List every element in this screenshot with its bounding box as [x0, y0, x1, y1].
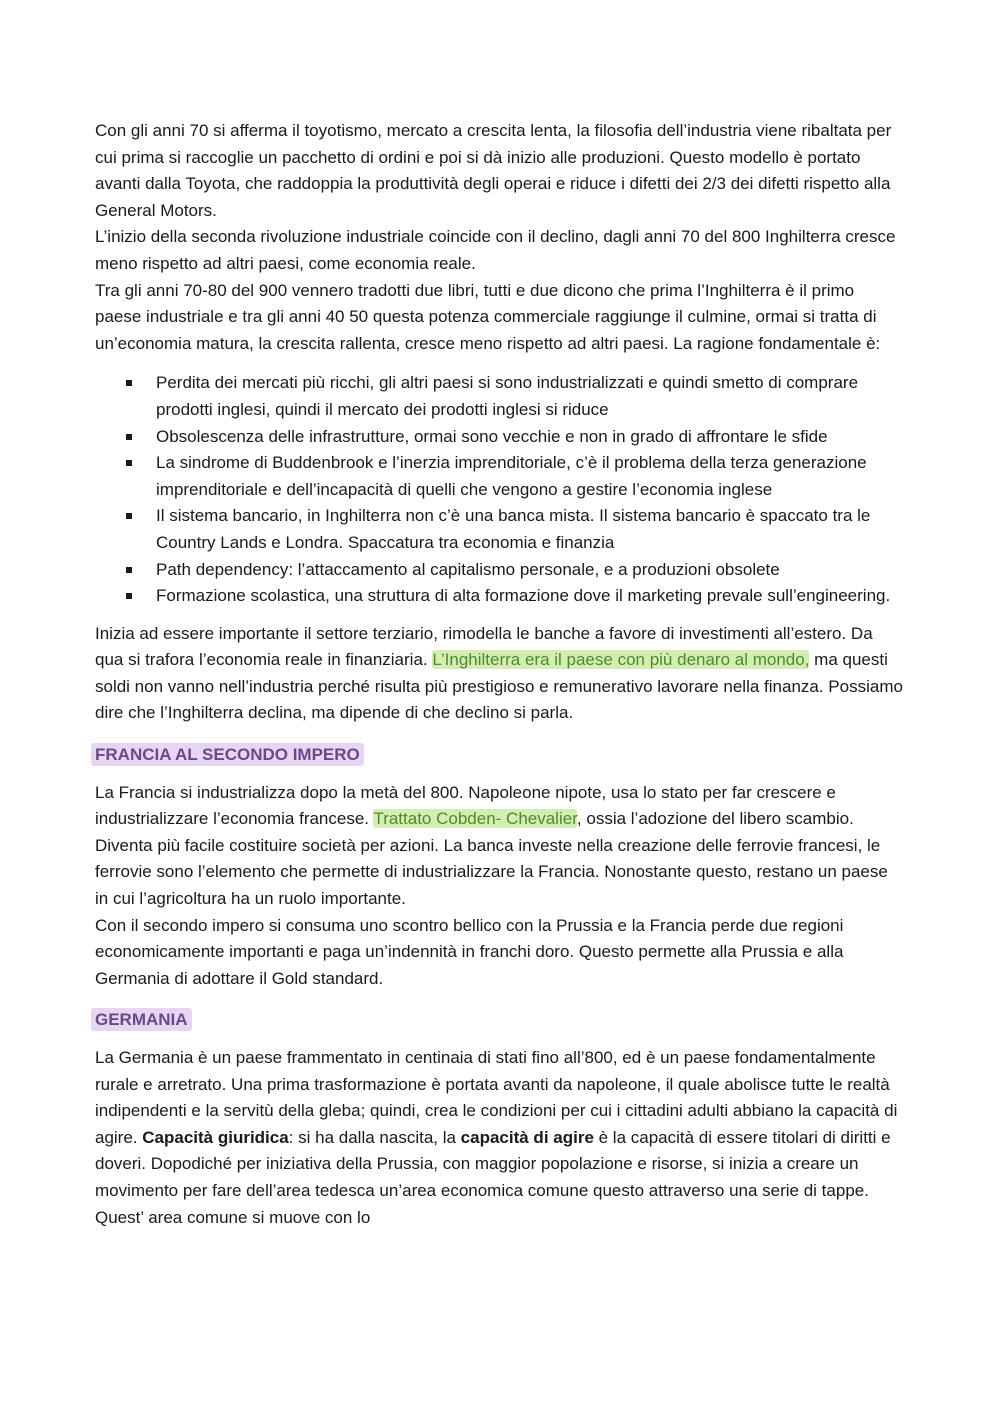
paragraph-terziario: [95, 621, 905, 727]
paragraph-declino: L’inizio della seconda rivoluzione industriale coincide con il declino, dagli anni 70 del 800 Inghilterra cresce meno rispetto ad altri paesi, come economia reale.: [95, 227, 896, 273]
paragraph-francia-1: [95, 780, 905, 913]
list-item: La sindrome di Buddenbrook e l’inerzia imprenditoriale, c’è il problema della terza generazione imprenditoriale e dell’incapacità di quelli che vengono a gestire l’economia inglese: [95, 450, 905, 503]
document-body: [95, 118, 905, 1231]
paragraph-francia-2: Con il secondo impero si consuma uno scontro bellico con la Prussia e la Francia perde due regioni economicamente importanti e paga un’indennità in franchi doro. Questo permette alla Prussia e alla Germania di adottare il Gold standard.: [95, 915, 844, 988]
text-run: ma questi soldi non vanno nell’industria perché risulta più prestigioso e remunerativo lavorare nella finanza. Possiamo dire che l’Inghilterra declina, ma dipende di che declino si parla.: [95, 650, 903, 723]
bold-term: capacità di agire: [460, 1127, 594, 1147]
paragraph-libri: Tra gli anni 70-80 del 900 vennero tradotti due libri, tutti e due dicono che prima l’Inghilterra è il primo paese industriale e tra gli anni 40 50 questa potenza commerciale raggiunge il culmine, ormai si tratta di un’economia matura, la crescita rallenta, cresce meno rispetto ad altri paesi. La ragione fondamentale è:: [95, 280, 881, 353]
list-item: Obsolescenza delle infrastrutture, ormai sono vecchie e non in grado di affrontare le sfide: [95, 424, 905, 451]
text-run: è la capacità di essere titolari di diritti e doveri. Dopodiché per iniziativa della Prussia, con maggior popolazione e risorse, si inizia a creare un movimento per fare dell’area tedesca un’area economica comune questo attraverso una serie di tappe. Quest’ area comune si muove con lo: [95, 1127, 891, 1227]
text-run: : si ha dalla nascita, la: [288, 1127, 461, 1147]
text-run: Inizia ad essere importante il settore terziario, rimodella le banche a favore di investimenti all’estero. Da qua si trafora l’economia reale in finanziaria.: [95, 623, 873, 670]
bold-term: Capacità giuridica: [142, 1127, 289, 1147]
text-run: , ossia l’adozione del libero scambio. Diventa più facile costituire società per azioni. La banca investe nella creazione delle ferrovie francesi, le ferrovie sono l’elemento che permette di industrializzare la Francia. Nonostante questo, restano un paese in cui l’agricoltura ha un ruolo importante.: [95, 809, 888, 909]
text-run: La Germania è un paese frammentato in centinaia di stati fino all’800, ed è un paese fondamentalmente rurale e arretrato. Una prima trasformazione è portata avanti da napoleone, il quale abolisce tutte le realtà indipendenti e la servitù della gleba; quindi, crea le condizioni per cui i cittadini adulti abbiano la capacità di agire.: [95, 1048, 898, 1147]
heading-highlight: FRANCIA AL SECONDO IMPERO: [91, 743, 364, 766]
list-item: Path dependency: l’attaccamento al capitalismo personale, e a produzioni obsolete: [95, 557, 905, 584]
section-heading-germania: [95, 1007, 905, 1034]
heading-highlight: GERMANIA: [91, 1008, 192, 1031]
highlighted-text: L’Inghilterra era il paese con più denaro al mondo,: [432, 650, 810, 670]
highlighted-text: Trattato Cobden- Chevalier: [373, 809, 577, 829]
list-item: Il sistema bancario, in Inghilterra non c’è una banca mista. Il sistema bancario è spaccato tra le Country Lands e Londra. Spaccatura tra economia e finanzia: [95, 503, 905, 556]
paragraph-germania: [95, 1045, 905, 1231]
list-item: Perdita dei mercati più ricchi, gli altri paesi si sono industrializzati e quindi smetto di comprare prodotti inglesi, quindi il mercato dei prodotti inglesi si riduce: [95, 370, 905, 423]
reasons-list: [95, 370, 905, 609]
list-item: Formazione scolastica, una struttura di alta formazione dove il marketing prevale sull’engineering.: [95, 583, 905, 610]
text-run: La Francia si industrializza dopo la metà del 800. Napoleone nipote, usa lo stato per far crescere e industrializzare l’economia francese.: [95, 782, 836, 829]
paragraph-toyotismo: Con gli anni 70 si afferma il toyotismo, mercato a crescita lenta, la filosofia dell’industria viene ribaltata per cui prima si raccoglie un pacchetto di ordini e poi si dà inizio alle produzioni. Questo modello è portato avanti dalla Toyota, che raddoppia la produttività degli operai e riduce i difetti dei 2/3 dei difetti rispetto alla General Motors.: [95, 121, 892, 220]
section-heading-francia: [95, 742, 905, 769]
